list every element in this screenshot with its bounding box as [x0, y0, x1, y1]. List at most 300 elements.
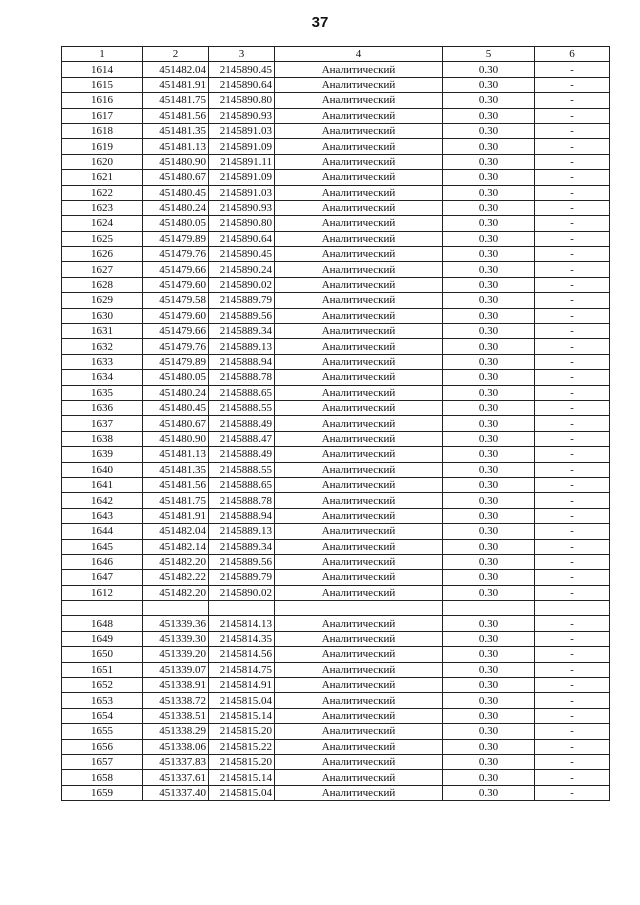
note-cell: - [535, 462, 610, 477]
method-cell: Аналитический [275, 62, 443, 77]
y-coordinate-cell: 2145889.79 [209, 570, 275, 585]
point-number-cell: 1612 [62, 585, 143, 600]
method-cell: Аналитический [275, 631, 443, 646]
point-number-cell: 1643 [62, 508, 143, 523]
accuracy-cell: 0.30 [443, 324, 535, 339]
note-cell: - [535, 477, 610, 492]
method-cell: Аналитический [275, 123, 443, 138]
note-cell: - [535, 724, 610, 739]
method-cell: Аналитический [275, 400, 443, 415]
point-number-cell: 1637 [62, 416, 143, 431]
note-cell: - [535, 231, 610, 246]
x-coordinate-cell: 451480.24 [143, 385, 209, 400]
point-number-cell: 1650 [62, 647, 143, 662]
column-header-6: 6 [535, 47, 610, 62]
x-coordinate-cell: 451482.22 [143, 570, 209, 585]
y-coordinate-cell: 2145888.94 [209, 508, 275, 523]
y-coordinate-cell: 2145815.14 [209, 770, 275, 785]
point-number-cell: 1623 [62, 200, 143, 215]
table-row [62, 693, 610, 708]
y-coordinate-cell: 2145814.75 [209, 662, 275, 677]
note-cell: - [535, 247, 610, 262]
table-row [62, 277, 610, 292]
column-header-5: 5 [443, 47, 535, 62]
accuracy-cell: 0.30 [443, 216, 535, 231]
x-coordinate-cell: 451480.67 [143, 416, 209, 431]
accuracy-cell: 0.30 [443, 647, 535, 662]
accuracy-cell: 0.30 [443, 170, 535, 185]
x-coordinate-cell [143, 601, 209, 616]
table-row [62, 262, 610, 277]
y-coordinate-cell: 2145891.09 [209, 139, 275, 154]
y-coordinate-cell: 2145891.03 [209, 123, 275, 138]
y-coordinate-cell: 2145815.20 [209, 724, 275, 739]
point-number-cell: 1644 [62, 524, 143, 539]
x-coordinate-cell: 451337.61 [143, 770, 209, 785]
method-cell: Аналитический [275, 416, 443, 431]
table-row [62, 185, 610, 200]
x-coordinate-cell: 451479.66 [143, 262, 209, 277]
accuracy-cell: 0.30 [443, 462, 535, 477]
note-cell: - [535, 93, 610, 108]
x-coordinate-cell: 451481.56 [143, 477, 209, 492]
x-coordinate-cell: 451337.40 [143, 785, 209, 800]
x-coordinate-cell: 451481.56 [143, 108, 209, 123]
page-number: 37 [311, 14, 329, 31]
accuracy-cell: 0.30 [443, 370, 535, 385]
note-cell: - [535, 431, 610, 446]
column-header-4: 4 [275, 47, 443, 62]
y-coordinate-cell: 2145815.04 [209, 693, 275, 708]
table-row [62, 339, 610, 354]
x-coordinate-cell: 451338.29 [143, 724, 209, 739]
note-cell: - [535, 785, 610, 800]
table-row [62, 77, 610, 92]
table-row [62, 324, 610, 339]
method-cell: Аналитический [275, 708, 443, 723]
method-cell [275, 601, 443, 616]
method-cell: Аналитический [275, 370, 443, 385]
table-row [62, 539, 610, 554]
x-coordinate-cell: 451480.05 [143, 370, 209, 385]
x-coordinate-cell: 451481.91 [143, 508, 209, 523]
x-coordinate-cell: 451479.76 [143, 339, 209, 354]
point-number-cell: 1633 [62, 354, 143, 369]
note-cell: - [535, 354, 610, 369]
x-coordinate-cell: 451339.36 [143, 616, 209, 631]
note-cell: - [535, 508, 610, 523]
note-cell: - [535, 739, 610, 754]
accuracy-cell: 0.30 [443, 277, 535, 292]
accuracy-cell: 0.30 [443, 385, 535, 400]
accuracy-cell: 0.30 [443, 554, 535, 569]
method-cell: Аналитический [275, 616, 443, 631]
y-coordinate-cell: 2145890.80 [209, 216, 275, 231]
table-row [62, 123, 610, 138]
table-row [62, 477, 610, 492]
point-number-cell: 1634 [62, 370, 143, 385]
note-cell: - [535, 62, 610, 77]
method-cell: Аналитический [275, 754, 443, 769]
accuracy-cell: 0.30 [443, 77, 535, 92]
point-number-cell: 1655 [62, 724, 143, 739]
accuracy-cell: 0.30 [443, 508, 535, 523]
table-row [62, 508, 610, 523]
point-number-cell: 1625 [62, 231, 143, 246]
note-cell: - [535, 770, 610, 785]
y-coordinate-cell: 2145890.64 [209, 231, 275, 246]
point-number-cell: 1622 [62, 185, 143, 200]
method-cell: Аналитический [275, 200, 443, 215]
note-cell: - [535, 123, 610, 138]
accuracy-cell: 0.30 [443, 693, 535, 708]
method-cell: Аналитический [275, 524, 443, 539]
x-coordinate-cell: 451479.58 [143, 293, 209, 308]
table-row [62, 601, 610, 616]
accuracy-cell: 0.30 [443, 585, 535, 600]
y-coordinate-cell: 2145815.14 [209, 708, 275, 723]
x-coordinate-cell: 451481.35 [143, 123, 209, 138]
table-row [62, 200, 610, 215]
note-cell: - [535, 77, 610, 92]
point-number-cell: 1658 [62, 770, 143, 785]
note-cell: - [535, 154, 610, 169]
y-coordinate-cell: 2145889.34 [209, 539, 275, 554]
accuracy-cell: 0.30 [443, 416, 535, 431]
method-cell: Аналитический [275, 462, 443, 477]
note-cell: - [535, 631, 610, 646]
table-row [62, 231, 610, 246]
point-number-cell: 1640 [62, 462, 143, 477]
method-cell: Аналитический [275, 216, 443, 231]
table-row [62, 247, 610, 262]
note-cell: - [535, 493, 610, 508]
point-number-cell: 1646 [62, 554, 143, 569]
x-coordinate-cell: 451338.72 [143, 693, 209, 708]
accuracy-cell: 0.30 [443, 308, 535, 323]
y-coordinate-cell: 2145890.45 [209, 247, 275, 262]
y-coordinate-cell: 2145815.04 [209, 785, 275, 800]
y-coordinate-cell: 2145889.13 [209, 339, 275, 354]
accuracy-cell: 0.30 [443, 447, 535, 462]
y-coordinate-cell: 2145888.47 [209, 431, 275, 446]
method-cell: Аналитический [275, 493, 443, 508]
method-cell: Аналитический [275, 385, 443, 400]
x-coordinate-cell: 451482.04 [143, 524, 209, 539]
table-row [62, 462, 610, 477]
point-number-cell: 1628 [62, 277, 143, 292]
column-header-3: 3 [209, 47, 275, 62]
note-cell: - [535, 200, 610, 215]
accuracy-cell: 0.30 [443, 524, 535, 539]
note-cell: - [535, 277, 610, 292]
x-coordinate-cell: 451482.04 [143, 62, 209, 77]
x-coordinate-cell: 451480.90 [143, 431, 209, 446]
method-cell: Аналитический [275, 770, 443, 785]
table-row [62, 631, 610, 646]
method-cell: Аналитический [275, 262, 443, 277]
method-cell: Аналитический [275, 570, 443, 585]
method-cell: Аналитический [275, 170, 443, 185]
x-coordinate-cell: 451482.14 [143, 539, 209, 554]
accuracy-cell: 0.30 [443, 770, 535, 785]
note-cell: - [535, 416, 610, 431]
y-coordinate-cell: 2145888.78 [209, 370, 275, 385]
table-header [62, 47, 610, 62]
accuracy-cell: 0.30 [443, 539, 535, 554]
y-coordinate-cell: 2145890.24 [209, 262, 275, 277]
note-cell: - [535, 339, 610, 354]
point-number-cell: 1617 [62, 108, 143, 123]
method-cell: Аналитический [275, 354, 443, 369]
point-number-cell: 1638 [62, 431, 143, 446]
point-number-cell: 1635 [62, 385, 143, 400]
table-row [62, 385, 610, 400]
table-row [62, 216, 610, 231]
accuracy-cell: 0.30 [443, 739, 535, 754]
y-coordinate-cell: 2145888.55 [209, 462, 275, 477]
point-number-cell: 1624 [62, 216, 143, 231]
point-number-cell: 1615 [62, 77, 143, 92]
y-coordinate-cell: 2145814.35 [209, 631, 275, 646]
table-row [62, 354, 610, 369]
accuracy-cell: 0.30 [443, 662, 535, 677]
accuracy-cell: 0.30 [443, 339, 535, 354]
note-cell: - [535, 385, 610, 400]
point-number-cell: 1626 [62, 247, 143, 262]
table-row [62, 662, 610, 677]
accuracy-cell: 0.30 [443, 477, 535, 492]
table-row [62, 724, 610, 739]
point-number-cell: 1657 [62, 754, 143, 769]
table-row [62, 93, 610, 108]
x-coordinate-cell: 451480.24 [143, 200, 209, 215]
method-cell: Аналитический [275, 139, 443, 154]
note-cell: - [535, 539, 610, 554]
column-header-2: 2 [143, 47, 209, 62]
accuracy-cell: 0.30 [443, 493, 535, 508]
y-coordinate-cell [209, 601, 275, 616]
method-cell: Аналитический [275, 308, 443, 323]
point-number-cell: 1632 [62, 339, 143, 354]
method-cell: Аналитический [275, 447, 443, 462]
accuracy-cell: 0.30 [443, 754, 535, 769]
point-number-cell: 1631 [62, 324, 143, 339]
x-coordinate-cell: 451337.83 [143, 754, 209, 769]
x-coordinate-cell: 451480.45 [143, 185, 209, 200]
note-cell: - [535, 262, 610, 277]
y-coordinate-cell: 2145889.56 [209, 554, 275, 569]
method-cell: Аналитический [275, 539, 443, 554]
y-coordinate-cell: 2145891.09 [209, 170, 275, 185]
table-row [62, 570, 610, 585]
method-cell: Аналитический [275, 585, 443, 600]
method-cell: Аналитический [275, 247, 443, 262]
x-coordinate-cell: 451338.91 [143, 678, 209, 693]
x-coordinate-cell: 451480.45 [143, 400, 209, 415]
x-coordinate-cell: 451479.76 [143, 247, 209, 262]
x-coordinate-cell: 451479.60 [143, 308, 209, 323]
y-coordinate-cell: 2145891.03 [209, 185, 275, 200]
note-cell: - [535, 693, 610, 708]
table-body [62, 62, 610, 801]
method-cell: Аналитический [275, 339, 443, 354]
x-coordinate-cell: 451479.60 [143, 277, 209, 292]
table-row [62, 308, 610, 323]
accuracy-cell: 0.30 [443, 185, 535, 200]
y-coordinate-cell: 2145891.11 [209, 154, 275, 169]
y-coordinate-cell: 2145890.93 [209, 200, 275, 215]
point-number-cell: 1651 [62, 662, 143, 677]
x-coordinate-cell: 451338.06 [143, 739, 209, 754]
table-row [62, 447, 610, 462]
note-cell: - [535, 616, 610, 631]
point-number-cell: 1636 [62, 400, 143, 415]
accuracy-cell: 0.30 [443, 616, 535, 631]
note-cell: - [535, 308, 610, 323]
note-cell: - [535, 662, 610, 677]
point-number-cell: 1618 [62, 123, 143, 138]
point-number-cell: 1641 [62, 477, 143, 492]
x-coordinate-cell: 451339.20 [143, 647, 209, 662]
accuracy-cell: 0.30 [443, 139, 535, 154]
table-row [62, 585, 610, 600]
method-cell: Аналитический [275, 508, 443, 523]
column-header-1: 1 [62, 47, 143, 62]
accuracy-cell: 0.30 [443, 262, 535, 277]
method-cell: Аналитический [275, 647, 443, 662]
point-number-cell: 1645 [62, 539, 143, 554]
coordinates-table [61, 46, 610, 801]
y-coordinate-cell: 2145890.64 [209, 77, 275, 92]
point-number-cell: 1647 [62, 570, 143, 585]
method-cell: Аналитический [275, 77, 443, 92]
table-row [62, 431, 610, 446]
y-coordinate-cell: 2145815.22 [209, 739, 275, 754]
accuracy-cell: 0.30 [443, 570, 535, 585]
x-coordinate-cell: 451482.20 [143, 585, 209, 600]
table-row [62, 785, 610, 800]
table-row [62, 170, 610, 185]
y-coordinate-cell: 2145888.55 [209, 400, 275, 415]
note-cell: - [535, 678, 610, 693]
table-row [62, 708, 610, 723]
x-coordinate-cell: 451481.75 [143, 493, 209, 508]
note-cell: - [535, 554, 610, 569]
method-cell: Аналитический [275, 477, 443, 492]
method-cell: Аналитический [275, 154, 443, 169]
point-number-cell: 1630 [62, 308, 143, 323]
note-cell: - [535, 216, 610, 231]
x-coordinate-cell: 451481.75 [143, 93, 209, 108]
table-row [62, 108, 610, 123]
y-coordinate-cell: 2145814.13 [209, 616, 275, 631]
note-cell: - [535, 293, 610, 308]
method-cell: Аналитический [275, 785, 443, 800]
x-coordinate-cell: 451338.51 [143, 708, 209, 723]
accuracy-cell: 0.30 [443, 154, 535, 169]
y-coordinate-cell: 2145890.02 [209, 277, 275, 292]
accuracy-cell [443, 601, 535, 616]
table-row [62, 493, 610, 508]
note-cell: - [535, 570, 610, 585]
x-coordinate-cell: 451481.35 [143, 462, 209, 477]
note-cell: - [535, 754, 610, 769]
note-cell: - [535, 585, 610, 600]
table-row [62, 554, 610, 569]
accuracy-cell: 0.30 [443, 724, 535, 739]
table-row [62, 678, 610, 693]
method-cell: Аналитический [275, 277, 443, 292]
point-number-cell: 1621 [62, 170, 143, 185]
table-row [62, 647, 610, 662]
accuracy-cell: 0.30 [443, 431, 535, 446]
point-number-cell: 1642 [62, 493, 143, 508]
y-coordinate-cell: 2145890.45 [209, 62, 275, 77]
point-number-cell [62, 601, 143, 616]
accuracy-cell: 0.30 [443, 354, 535, 369]
point-number-cell: 1653 [62, 693, 143, 708]
note-cell: - [535, 447, 610, 462]
x-coordinate-cell: 451480.67 [143, 170, 209, 185]
accuracy-cell: 0.30 [443, 708, 535, 723]
method-cell: Аналитический [275, 185, 443, 200]
point-number-cell: 1648 [62, 616, 143, 631]
x-coordinate-cell: 451479.89 [143, 231, 209, 246]
note-cell [535, 601, 610, 616]
y-coordinate-cell: 2145814.56 [209, 647, 275, 662]
note-cell: - [535, 170, 610, 185]
x-coordinate-cell: 451481.13 [143, 139, 209, 154]
point-number-cell: 1659 [62, 785, 143, 800]
y-coordinate-cell: 2145888.65 [209, 385, 275, 400]
x-coordinate-cell: 451480.90 [143, 154, 209, 169]
x-coordinate-cell: 451479.66 [143, 324, 209, 339]
method-cell: Аналитический [275, 231, 443, 246]
accuracy-cell: 0.30 [443, 631, 535, 646]
y-coordinate-cell: 2145889.79 [209, 293, 275, 308]
accuracy-cell: 0.30 [443, 200, 535, 215]
method-cell: Аналитический [275, 693, 443, 708]
method-cell: Аналитический [275, 678, 443, 693]
point-number-cell: 1656 [62, 739, 143, 754]
x-coordinate-cell: 451481.13 [143, 447, 209, 462]
method-cell: Аналитический [275, 108, 443, 123]
point-number-cell: 1616 [62, 93, 143, 108]
y-coordinate-cell: 2145889.13 [209, 524, 275, 539]
accuracy-cell: 0.30 [443, 123, 535, 138]
point-number-cell: 1619 [62, 139, 143, 154]
point-number-cell: 1639 [62, 447, 143, 462]
x-coordinate-cell: 451481.91 [143, 77, 209, 92]
table-row [62, 370, 610, 385]
method-cell: Аналитический [275, 431, 443, 446]
table-row [62, 62, 610, 77]
y-coordinate-cell: 2145889.56 [209, 308, 275, 323]
point-number-cell: 1620 [62, 154, 143, 169]
note-cell: - [535, 400, 610, 415]
table-row [62, 616, 610, 631]
note-cell: - [535, 139, 610, 154]
table-row [62, 400, 610, 415]
x-coordinate-cell: 451482.20 [143, 554, 209, 569]
note-cell: - [535, 647, 610, 662]
note-cell: - [535, 185, 610, 200]
method-cell: Аналитический [275, 554, 443, 569]
method-cell: Аналитический [275, 293, 443, 308]
method-cell: Аналитический [275, 324, 443, 339]
x-coordinate-cell: 451480.05 [143, 216, 209, 231]
